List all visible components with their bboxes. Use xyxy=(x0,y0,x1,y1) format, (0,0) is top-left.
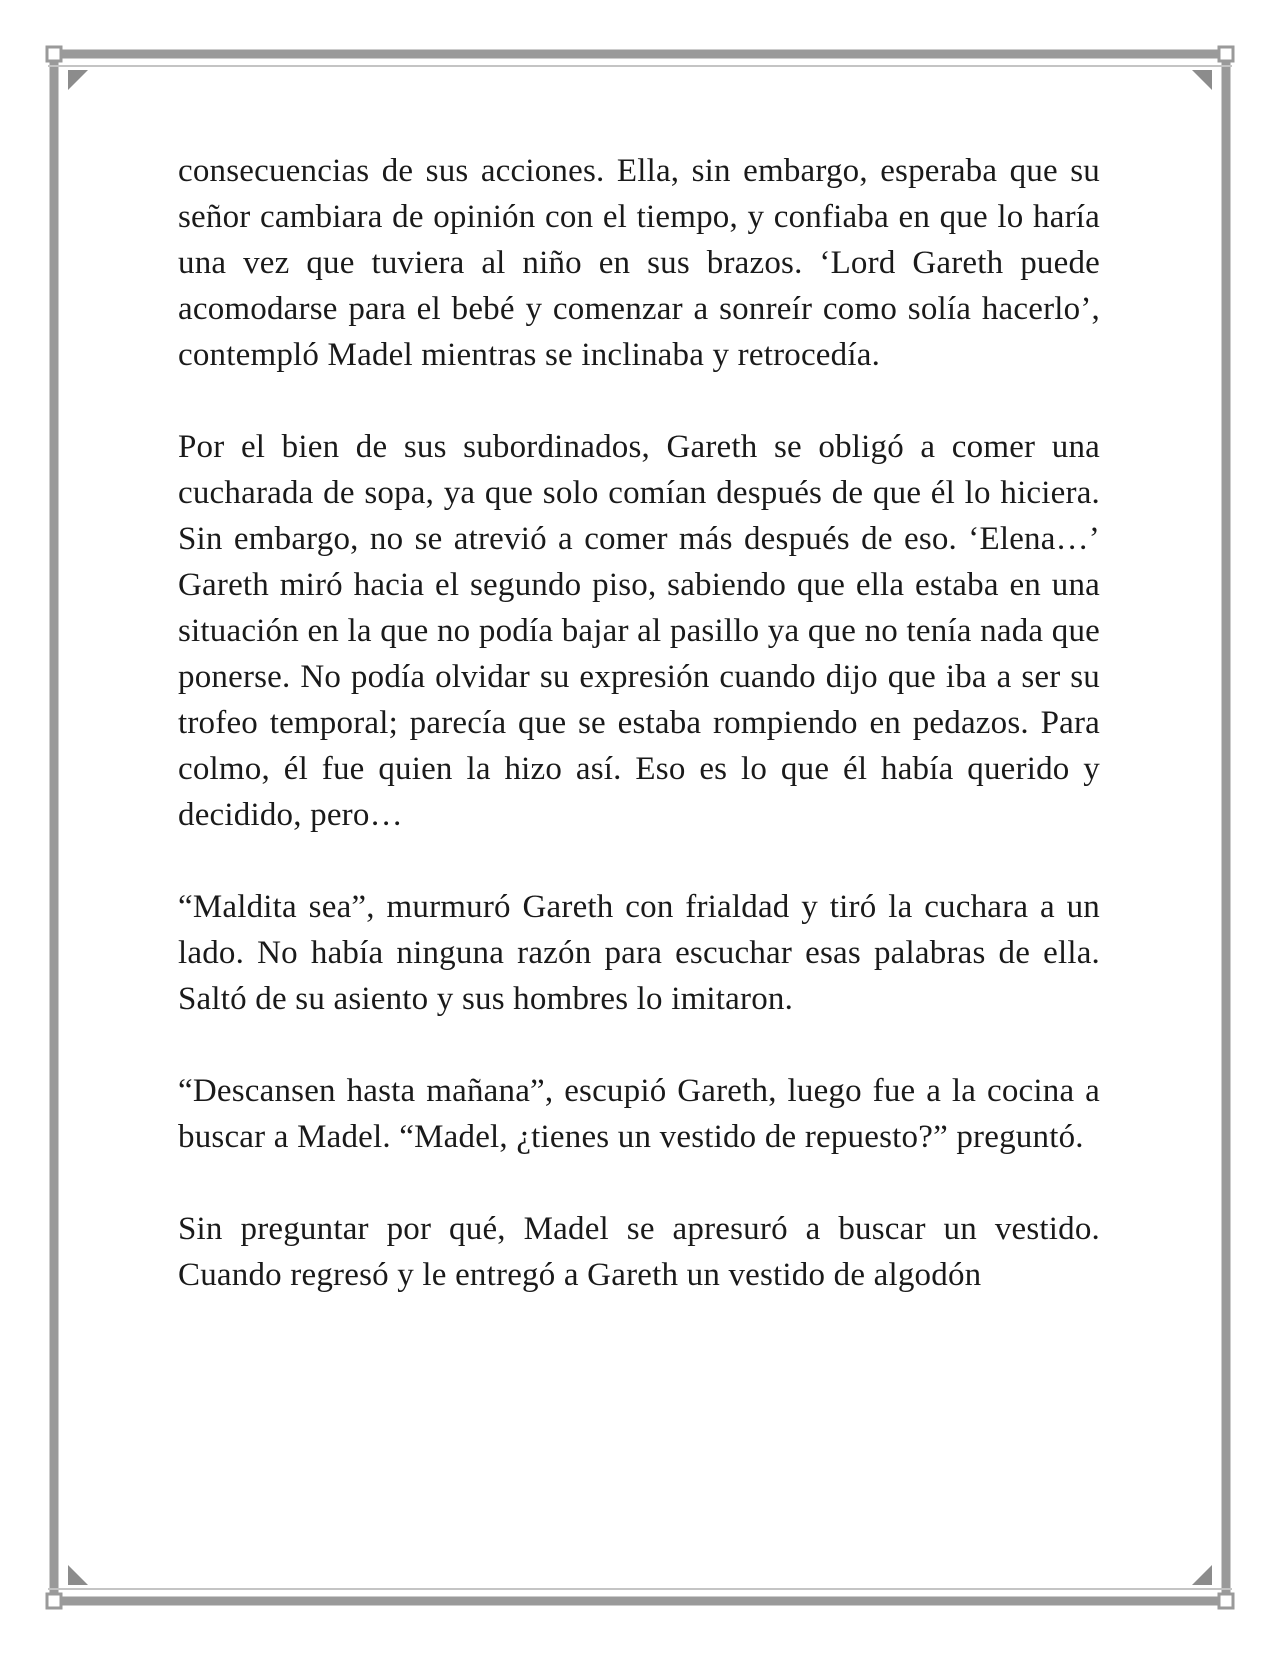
paragraph-4: “Descansen hasta mañana”, escupió Gareth, luego fue a la cocina a buscar a Madel. “Madel, ¿tienes un vestido de repuesto?” preguntó. xyxy=(178,1073,1100,1155)
paragraph-2: Por el bien de sus subordinados, Gareth se obligó a comer una cucharada de sopa, ya que solo comían después de que él lo hiciera. Sin embargo, no se atrevió a comer más después de eso. ‘Elena…’ Gareth miró hacia el segundo piso, sabiendo que ella estaba en una situación en la que no podía bajar al pasillo ya que no tenía nada que ponerse. No podía olvidar su expresión cuando dijo que iba a ser su trofeo temporal; parecía que se estaba rompiendo en pedazos. Para colmo, él fue quien la hizo así. Eso es lo que él había querido y decidido, pero… xyxy=(178,429,1100,833)
paragraph-1: consecuencias de sus acciones. Ella, sin embargo, esperaba que su señor cambiara de opinión con el tiempo, y confiaba en que lo haría una vez que tuviera al niño en sus brazos. ‘Lord Gareth puede acomodarse para el bebé y comenzar a sonreír como solía hacerlo’, contempló Madel mientras se inclinaba y retrocedía. xyxy=(178,153,1100,373)
text-body xyxy=(178,148,1100,1298)
paragraph-5: Sin preguntar por qué, Madel se apresuró a buscar un vestido. Cuando regresó y le entregó a Gareth un vestido de algodón xyxy=(178,1211,1100,1293)
paragraph-3: “Maldita sea”, murmuró Gareth con frialdad y tiró la cuchara a un lado. No había ninguna razón para escuchar esas palabras de ella. Saltó de su asiento y sus hombres lo imitaron. xyxy=(178,889,1100,1017)
